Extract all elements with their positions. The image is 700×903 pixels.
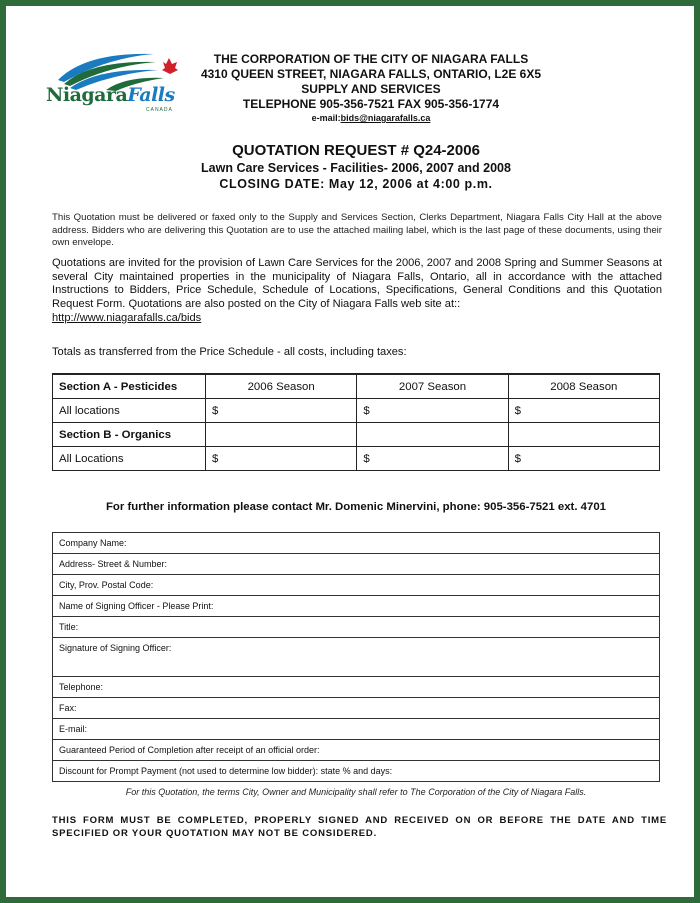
section-a-2006-input[interactable]: $ [206, 399, 357, 423]
totals-label: Totals as transferred from the Price Schedule - all costs, including taxes: [52, 346, 407, 358]
corporation-name: THE CORPORATION OF THE CITY OF NIAGARA FALLS [213, 52, 529, 66]
price-table [52, 373, 660, 471]
discount-field[interactable]: Discount for Prompt Payment (not used to determine low bidder): state % and days: [53, 761, 660, 782]
fax-field[interactable]: Fax: [53, 698, 660, 719]
section-a-2008-input[interactable]: $ [508, 399, 659, 423]
document-page [6, 6, 694, 897]
section-a-heading: Section A - Pesticides [53, 374, 206, 399]
telephone-field[interactable]: Telephone: [53, 677, 660, 698]
company-name-field[interactable]: Company Name: [53, 533, 660, 554]
section-b-2007-input[interactable]: $ [357, 447, 508, 471]
season-2008-header: 2008 Season [508, 374, 659, 399]
city-postal-field[interactable]: City, Prov. Postal Code: [53, 575, 660, 596]
section-b-2006-input[interactable]: $ [206, 447, 357, 471]
contact-info: For further information please contact Mr. Domenic Minervini, phone: 905-356-7521 ext. 4701 [105, 501, 607, 513]
completion-warning: THIS FORM MUST BE COMPLETED, PROPERLY SIGNED AND RECEIVED ON OR BEFORE THE DATE AND TIME SPECIFIED OR YOUR QUOTATION MAY NOT BE CONSIDERED. [52, 815, 667, 839]
season-2007-header: 2007 Season [357, 374, 508, 399]
invitation-paragraph: Quotations are invited for the provision of Lawn Care Services for the 2006, 2007 and 2008 Spring and Summer Seasons at several City maintained properties in the municipality of Niagara Falls, Ontario, all in accordance with the attached Instructions to Bidders, Price Schedule, Schedule of Locations, Specifications, General Conditions and this Quotation Request Form. Quotations are also posted on the City of Niagara Falls web site at:: http://www.niagarafalls.ca/bids [52, 257, 662, 324]
letterhead [176, 52, 566, 125]
delivery-instructions: This Quotation must be delivered or faxed only to the Supply and Services Section, Clerks Department, Niagara Falls City Hall at the above address. Bidders who are delivering this Quotation are to use the attached mailing label, which is the last page of these documents, using their own envelope. [52, 212, 662, 248]
title-field[interactable]: Title: [53, 617, 660, 638]
closing-date: CLOSING DATE: May 12, 2006 at 4:00 p.m. [219, 177, 493, 191]
empty-cell [508, 423, 659, 447]
page-subtitle: Lawn Care Services - Facilities- 2006, 2007 and 2008 [201, 161, 511, 175]
signing-officer-name-field[interactable]: Name of Signing Officer - Please Print: [53, 596, 660, 617]
email-field[interactable]: E-mail: [53, 719, 660, 740]
address: 4310 QUEEN STREET, NIAGARA FALLS, ONTARIO, L2E 6X5 [200, 67, 542, 81]
city-logo [46, 46, 181, 116]
section-b-row-label: All Locations [53, 447, 206, 471]
logo-subtitle: CANADA [146, 107, 173, 113]
page-title: QUOTATION REQUEST # Q24-2006 [232, 142, 480, 159]
empty-cell [206, 423, 357, 447]
bidder-info-table [52, 532, 660, 782]
phone-fax: TELEPHONE 905-356-7521 FAX 905-356-1774 [242, 97, 500, 111]
email-line: e-mail:bids@niagarafalls.ca [311, 113, 431, 123]
section-a-row-label: All locations [53, 399, 206, 423]
department: SUPPLY AND SERVICES [301, 82, 441, 96]
address-field[interactable]: Address- Street & Number: [53, 554, 660, 575]
season-2006-header: 2006 Season [206, 374, 357, 399]
completion-period-field[interactable]: Guaranteed Period of Completion after receipt of an official order: [53, 740, 660, 761]
section-b-heading: Section B - Organics [53, 423, 206, 447]
signature-field[interactable]: Signature of Signing Officer: [53, 638, 660, 677]
bids-url-link[interactable]: http://www.niagarafalls.ca/bids [52, 311, 202, 324]
section-b-2008-input[interactable]: $ [508, 447, 659, 471]
section-a-2007-input[interactable]: $ [357, 399, 508, 423]
terms-note: For this Quotation, the terms City, Owner and Municipality shall refer to The Corporation of the City of Niagara Falls. [125, 787, 587, 797]
logo-wordmark: NiagaraFalls [46, 84, 175, 106]
email-link[interactable]: bids@niagarafalls.ca [340, 113, 431, 123]
title-block [106, 142, 606, 192]
empty-cell [357, 423, 508, 447]
